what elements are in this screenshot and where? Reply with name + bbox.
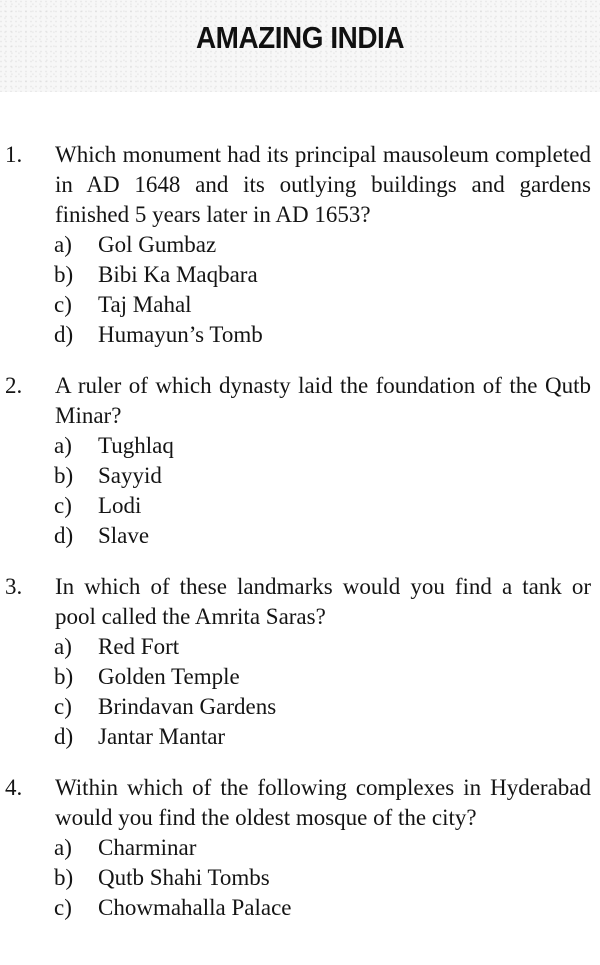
- option-text: Slave: [98, 523, 150, 548]
- question-text: Within which of the following complexes in Hyderabad would you find the oldest mosque of the city?: [55, 775, 591, 830]
- option-letter: b): [54, 262, 74, 287]
- option-text: Brindavan Gardens: [98, 694, 277, 719]
- option-letter: d): [54, 724, 74, 749]
- question-number: 3.: [5, 574, 23, 599]
- option-letter: b): [54, 664, 74, 689]
- option-item: [0, 290, 600, 320]
- option-text: Chowmahalla Palace: [98, 895, 292, 920]
- option-text: Gol Gumbaz: [98, 232, 217, 257]
- option-text: Red Fort: [98, 634, 180, 659]
- option-item: [0, 863, 600, 893]
- question-list: [0, 140, 600, 944]
- option-text: Qutb Shahi Tombs: [98, 865, 270, 890]
- option-letter: a): [54, 634, 72, 659]
- question-item: [0, 572, 600, 752]
- option-item: [0, 662, 600, 692]
- question-number: 4.: [5, 775, 23, 800]
- option-text: Sayyid: [98, 463, 162, 488]
- option-item: [0, 893, 600, 923]
- option-item: [0, 230, 600, 260]
- option-item: [0, 320, 600, 350]
- option-item: [0, 431, 600, 461]
- option-letter: a): [54, 835, 72, 860]
- option-item: [0, 491, 600, 521]
- option-item: [0, 692, 600, 722]
- option-text: Charminar: [98, 835, 197, 860]
- option-letter: d): [54, 523, 74, 548]
- option-text: Lodi: [98, 493, 142, 518]
- question-number: 1.: [5, 142, 23, 167]
- option-letter: d): [54, 322, 74, 347]
- option-letter: b): [54, 865, 74, 890]
- option-letter: c): [54, 895, 72, 920]
- question-text: In which of these landmarks would you find a tank or pool called the Amrita Saras?: [55, 574, 591, 629]
- option-text: Humayun’s Tomb: [98, 322, 263, 347]
- option-letter: c): [54, 292, 72, 317]
- option-letter: c): [54, 694, 72, 719]
- question-text: A ruler of which dynasty laid the foundation of the Qutb Minar?: [55, 373, 591, 428]
- option-letter: c): [54, 493, 72, 518]
- title-banner: [0, 0, 600, 92]
- question-text: Which monument had its principal mausoleum completed in AD 1648 and its outlying buildings and gardens finished 5 years later in AD 1653?: [55, 142, 591, 227]
- option-text: Golden Temple: [98, 664, 240, 689]
- option-letter: a): [54, 433, 72, 458]
- option-letter: b): [54, 463, 74, 488]
- page-title: AMAZING INDIA: [195, 20, 405, 55]
- option-item: [0, 461, 600, 491]
- option-item: [0, 521, 600, 551]
- option-item: [0, 833, 600, 863]
- option-text: Taj Mahal: [98, 292, 192, 317]
- option-text: Bibi Ka Maqbara: [98, 262, 258, 287]
- question-item: [0, 140, 600, 350]
- option-item: [0, 722, 600, 752]
- question-item: [0, 371, 600, 551]
- option-text: Tughlaq: [98, 433, 174, 458]
- question-number: 2.: [5, 373, 23, 398]
- option-item: [0, 632, 600, 662]
- option-item: [0, 260, 600, 290]
- question-item: [0, 773, 600, 923]
- option-letter: a): [54, 232, 72, 257]
- option-text: Jantar Mantar: [98, 724, 226, 749]
